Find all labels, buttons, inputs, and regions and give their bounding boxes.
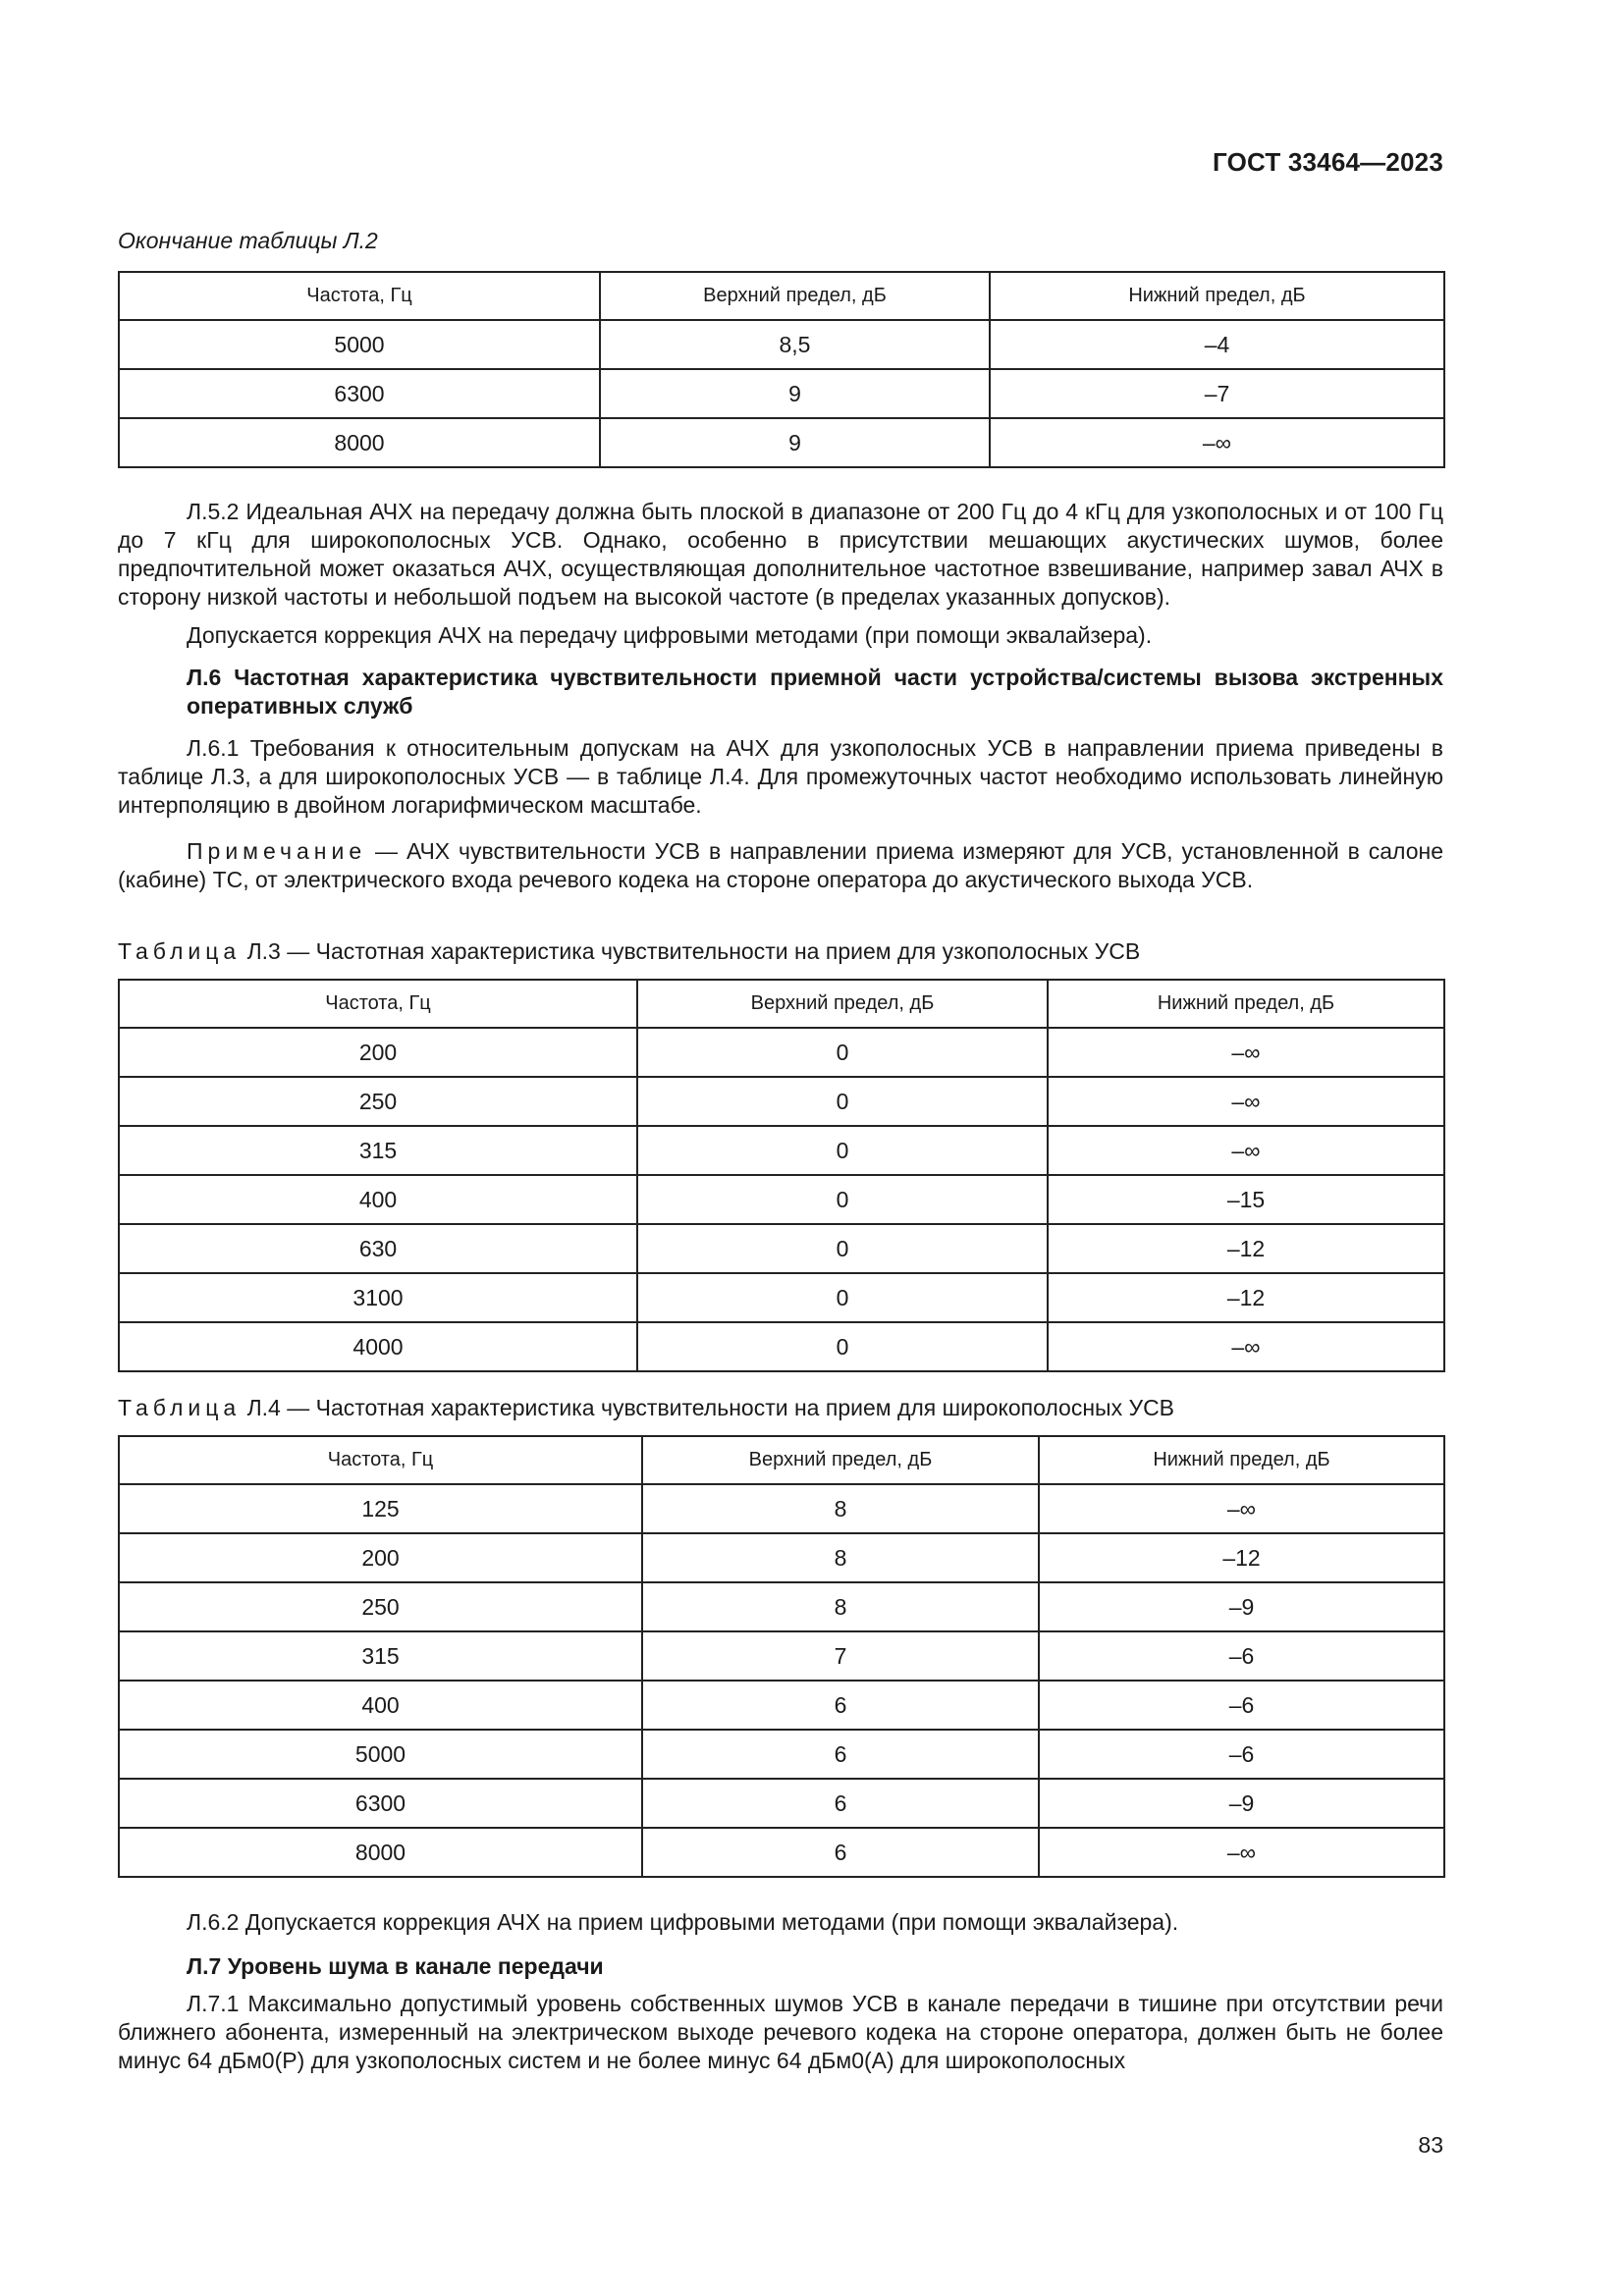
table-cell: –∞ bbox=[1048, 1126, 1444, 1175]
table-cell: –∞ bbox=[1048, 1077, 1444, 1126]
column-header: Частота, Гц bbox=[119, 1436, 642, 1484]
section-heading-l7: Л.7 Уровень шума в канале передачи bbox=[187, 1953, 604, 1979]
table-cell: 200 bbox=[119, 1533, 642, 1582]
table-cell: 9 bbox=[600, 418, 990, 467]
column-header: Верхний предел, дБ bbox=[600, 272, 990, 320]
table-cell: –12 bbox=[1048, 1224, 1444, 1273]
column-header: Верхний предел, дБ bbox=[637, 980, 1048, 1028]
table-cell: 200 bbox=[119, 1028, 637, 1077]
table-cell: –∞ bbox=[1039, 1828, 1444, 1877]
table-cell: 8,5 bbox=[600, 320, 990, 369]
table-row bbox=[119, 1224, 1444, 1273]
table-cell: 4000 bbox=[119, 1322, 637, 1371]
table-header-row bbox=[119, 272, 1444, 320]
table-row bbox=[119, 1273, 1444, 1322]
table-cell: –15 bbox=[1048, 1175, 1444, 1224]
table-title-text: Л.3 — Частотная характеристика чувствительности на прием для узкополосных УСВ bbox=[241, 938, 1141, 964]
table-header-row bbox=[119, 1436, 1444, 1484]
table-l3-title bbox=[118, 937, 1443, 966]
section-heading-l6: Л.6 Частотная характеристика чувствительности приемной части устройства/системы вызова экстренных оперативных служб bbox=[187, 665, 1443, 719]
table-row bbox=[119, 1779, 1444, 1828]
table-cell: –9 bbox=[1039, 1582, 1444, 1631]
table-cell: –4 bbox=[990, 320, 1444, 369]
column-header: Верхний предел, дБ bbox=[642, 1436, 1039, 1484]
table-cell: 8 bbox=[642, 1484, 1039, 1533]
table-cell: 6300 bbox=[119, 1779, 642, 1828]
table-l4-title bbox=[118, 1394, 1443, 1422]
table-cell: 5000 bbox=[119, 320, 600, 369]
table-cell: –∞ bbox=[1039, 1484, 1444, 1533]
column-header: Нижний предел, дБ bbox=[1048, 980, 1444, 1028]
note-label: Примечание bbox=[187, 838, 367, 864]
table-cell: 3100 bbox=[119, 1273, 637, 1322]
paragraph-l6-2: Л.6.2 Допускается коррекция АЧХ на прием цифровыми методами (при помощи эквалайзера). bbox=[187, 1909, 1179, 1935]
column-header: Частота, Гц bbox=[119, 980, 637, 1028]
table-l3 bbox=[118, 979, 1445, 1372]
table-row bbox=[119, 1028, 1444, 1077]
table-cell: 0 bbox=[637, 1322, 1048, 1371]
table-cell: 0 bbox=[637, 1028, 1048, 1077]
table-cell: 400 bbox=[119, 1681, 642, 1730]
table-row bbox=[119, 1582, 1444, 1631]
note-paragraph bbox=[118, 837, 1443, 894]
table-row bbox=[119, 1533, 1444, 1582]
table-row bbox=[119, 418, 1444, 467]
table-row bbox=[119, 1484, 1444, 1533]
note-text: — АЧХ чувствительности УСВ в направлении приема измеряют для УСВ, установленной в салоне (кабине) ТС, от электрического входа речевого кодека на стороне оператора до акустического выхода УСВ. bbox=[118, 838, 1443, 892]
table-label: Таблица bbox=[118, 1395, 242, 1420]
table-cell: 8000 bbox=[119, 1828, 642, 1877]
table-cell: –6 bbox=[1039, 1730, 1444, 1779]
table-l4 bbox=[118, 1435, 1445, 1878]
table-cell: –12 bbox=[1048, 1273, 1444, 1322]
table-cell: 7 bbox=[642, 1631, 1039, 1681]
table-row bbox=[119, 1126, 1444, 1175]
table-cell: –∞ bbox=[1048, 1028, 1444, 1077]
table-cell: 6 bbox=[642, 1779, 1039, 1828]
table-cell: –∞ bbox=[990, 418, 1444, 467]
table-cell: 400 bbox=[119, 1175, 637, 1224]
document-id-header: ГОСТ 33464—2023 bbox=[1213, 147, 1443, 177]
table-cell: 6300 bbox=[119, 369, 600, 418]
table-row bbox=[119, 1322, 1444, 1371]
table-cell: 0 bbox=[637, 1077, 1048, 1126]
table-row bbox=[119, 1681, 1444, 1730]
table-cell: 250 bbox=[119, 1582, 642, 1631]
table-row bbox=[119, 1077, 1444, 1126]
table-cell: 5000 bbox=[119, 1730, 642, 1779]
table-cell: 0 bbox=[637, 1224, 1048, 1273]
table-l2-end bbox=[118, 271, 1445, 468]
table-cell: 6 bbox=[642, 1681, 1039, 1730]
table-cell: 0 bbox=[637, 1126, 1048, 1175]
table-cell: –6 bbox=[1039, 1631, 1444, 1681]
table-cell: 8 bbox=[642, 1582, 1039, 1631]
table-cell: 315 bbox=[119, 1126, 637, 1175]
table-cell: –9 bbox=[1039, 1779, 1444, 1828]
table-row bbox=[119, 1730, 1444, 1779]
table-cell: 6 bbox=[642, 1730, 1039, 1779]
table-cell: –6 bbox=[1039, 1681, 1444, 1730]
table-cell: 0 bbox=[637, 1175, 1048, 1224]
column-header: Частота, Гц bbox=[119, 272, 600, 320]
table-cell: 6 bbox=[642, 1828, 1039, 1877]
paragraph-l7-1: Л.7.1 Максимально допустимый уровень собственных шумов УСВ в канале передачи в тишине при отсутствии речи ближнего абонента, измеренный на электрическом выходе речевого кодека на стороне оператора, должен быть не более минус 64 дБм0(Р) для узкополосных систем и не более минус 64 дБм0(А) для широкополосных bbox=[118, 1991, 1443, 2073]
table-title-text: Л.4 — Частотная характеристика чувствительности на прием для широкополосных УСВ bbox=[241, 1395, 1175, 1420]
table-row bbox=[119, 320, 1444, 369]
table-cell: 125 bbox=[119, 1484, 642, 1533]
table-cell: –7 bbox=[990, 369, 1444, 418]
table-row bbox=[119, 1828, 1444, 1877]
table-l2-continuation-caption: Окончание таблицы Л.2 bbox=[118, 228, 378, 253]
table-cell: 0 bbox=[637, 1273, 1048, 1322]
table-row bbox=[119, 1175, 1444, 1224]
table-cell: 9 bbox=[600, 369, 990, 418]
table-cell: –12 bbox=[1039, 1533, 1444, 1582]
table-label: Таблица bbox=[118, 938, 242, 964]
table-row bbox=[119, 1631, 1444, 1681]
table-cell: 250 bbox=[119, 1077, 637, 1126]
paragraph-l6-1: Л.6.1 Требования к относительным допускам на АЧХ для узкополосных УСВ в направлении приема приведены в таблице Л.3, а для широкополосных УСВ — в таблице Л.4. Для промежуточных частот необходимо использовать линейную интерполяцию в двойном логарифмическом масштабе. bbox=[118, 735, 1443, 818]
table-cell: 315 bbox=[119, 1631, 642, 1681]
table-row bbox=[119, 369, 1444, 418]
table-cell: –∞ bbox=[1048, 1322, 1444, 1371]
table-cell: 630 bbox=[119, 1224, 637, 1273]
table-cell: 8000 bbox=[119, 418, 600, 467]
column-header: Нижний предел, дБ bbox=[1039, 1436, 1444, 1484]
column-header: Нижний предел, дБ bbox=[990, 272, 1444, 320]
paragraph-l5-2-correction: Допускается коррекция АЧХ на передачу цифровыми методами (при помощи эквалайзера). bbox=[187, 622, 1153, 648]
table-cell: 8 bbox=[642, 1533, 1039, 1582]
table-header-row bbox=[119, 980, 1444, 1028]
paragraph-l5-2: Л.5.2 Идеальная АЧХ на передачу должна быть плоской в диапазоне от 200 Гц до 4 кГц для узкополосных и от 100 Гц до 7 кГц для широкополосных УСВ. Однако, особенно в присутствии мешающих акустических шумов, более предпочтительной может оказаться АЧХ, осуществляющая дополнительное частотное взвешивание, например завал АЧХ в сторону низкой частоты и небольшой подъем на высокой частоте (в пределах указанных допусков). bbox=[118, 499, 1443, 610]
page-number: 83 bbox=[1418, 2132, 1443, 2158]
